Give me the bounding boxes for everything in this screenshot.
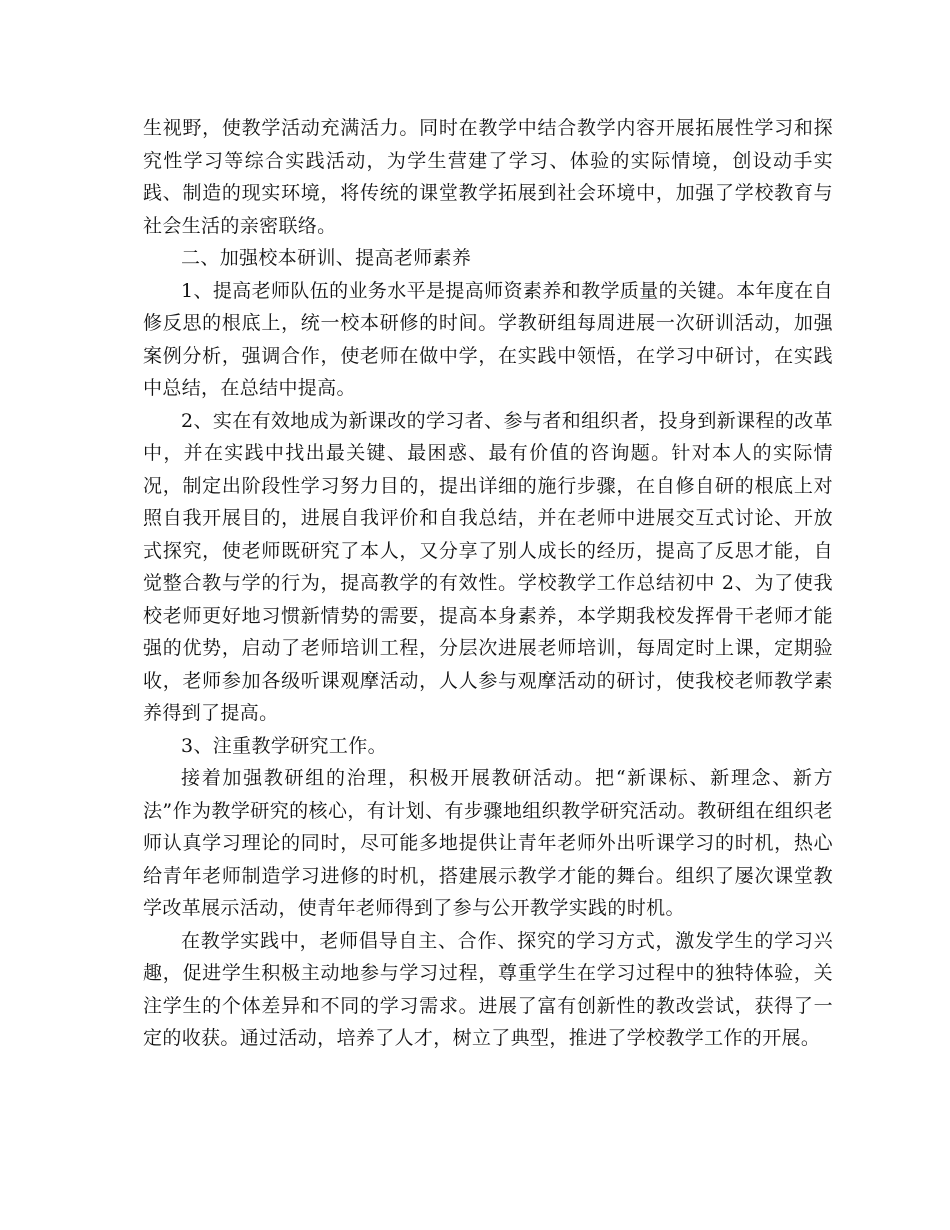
paragraph-item-2: 2、实在有效地成为新课改的学习者、参与者和组织者，投身到新课程的改革中，并在实践中找出最关键、最困惑、最有价值的咨询题。针对本人的实际情况，制定出阶段性学习努力目的，提出详细的施行步骤，在自修自研的根底上对照自我开展目的，进展自我评价和自我总结，并在老师中进展交互式讨论、开放式探究，使老师既研究了本人，又分享了别人成长的经历，提高了反思才能，自觉整合教与学的行为，提高教学的有效性。学校教学工作总结初中 2、为了使我校老师更好地习惯新情势的需要，提高本身素养，本学期我校发挥骨干老师才能强的优势，启动了老师培训工程，分层次进展老师培训，每周定时上课，定期验收，老师参加各级听课观摩活动，人人参与观摩活动的研讨，使我校老师教学素养得到了提高。: [143, 409, 833, 724]
paragraph-item-1: 1、提高老师队伍的业务水平是提高师资素养和教学质量的关键。本年度在自修反思的根底上，统一校本研修的时间。学教研组每周进展一次研训活动，加强案例分析，强调合作，使老师在做中学，在实践中领悟，在学习中研讨，在实践中总结，在总结中提高。: [143, 279, 833, 399]
paragraph-item-3-heading: 3、注重教学研究工作。: [181, 734, 387, 757]
paragraph-continuation: 生视野，使教学活动充满活力。同时在教学中结合教学内容开展拓展性学习和探究性学习等综合实践活动，为学生营建了学习、体验的实际情境，创设动手实践、制造的现实环境，将传统的课堂教学拓展到社会环境中，加强了学校教育与社会生活的亲密联络。: [143, 117, 833, 237]
paragraph-research: 接着加强教研组的治理，积极开展教研活动。把“新课标、新理念、新方法”作为教学研究的核心，有计划、有步骤地组织教学研究活动。教研组在组织老师认真学习理论的同时，尽可能多地提供让青年老师外出听课学习的时机，热心给青年老师制造学习进修的时机，搭建展示教学才能的舞台。组织了屡次课堂教学改革展示活动，使青年老师得到了参与公开教学实践的时机。: [143, 767, 833, 919]
section-heading: 二、加强校本研训、提高老师素养: [181, 247, 472, 269]
document-body: [143, 112, 833, 1055]
paragraph-practice: 在教学实践中，老师倡导自主、合作、探究的学习方式，激发学生的学习兴趣，促进学生积极主动地参与学习过程，尊重学生在学习过程中的独特体验，关注学生的个体差异和不同的学习需求。进展了富有创新性的教改尝试，获得了一定的收获。通过活动，培养了人才，树立了典型，推进了学校教学工作的开展。: [143, 929, 833, 1049]
